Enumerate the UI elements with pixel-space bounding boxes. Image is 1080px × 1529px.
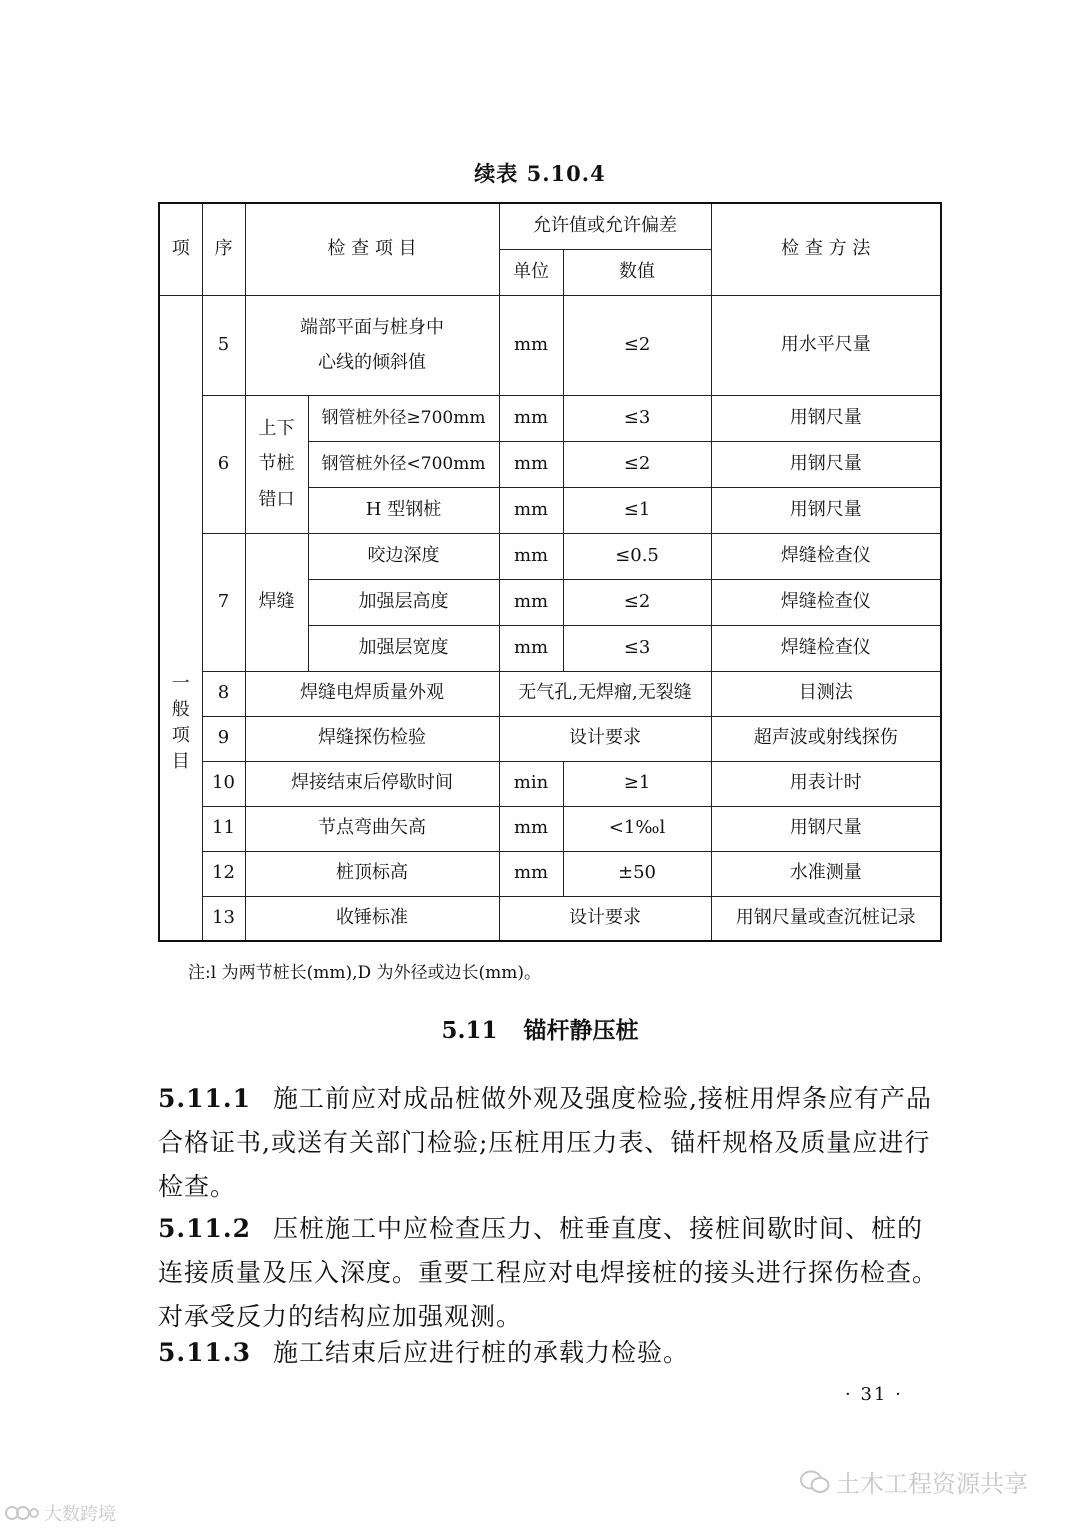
clause-text: 施工前应对成品桩做外观及强度检验,接桩用焊条应有产品合格证书,或送有关部门检验;压桩用压力表、锚杆规格及质量应进行检查。 [158, 1084, 932, 1201]
method-cell: 用钢尺量或查沉桩记录 [711, 896, 941, 941]
item-cell: H 型钢桩 [308, 487, 499, 533]
table-row [159, 533, 941, 579]
clause-number: 5.11.1 [158, 1084, 251, 1113]
header-allowed: 允许值或允许偏差 [499, 203, 711, 249]
allowed-cell: 设计要求 [499, 896, 711, 941]
value-cell: ±50 [563, 851, 711, 896]
header-method: 检 查 方 法 [711, 203, 941, 295]
method-cell: 用钢尺量 [711, 441, 941, 487]
value-cell: ≤2 [563, 579, 711, 625]
item-cell: 钢管桩外径<700mm [308, 441, 499, 487]
unit-cell: mm [499, 579, 563, 625]
value-cell: ≥1 [563, 761, 711, 806]
seq-cell: 11 [202, 806, 245, 851]
seq-cell: 5 [202, 295, 245, 395]
table-note: 注:l 为两节桩长(mm),D 为外径或边长(mm)。 [188, 963, 542, 983]
method-cell: 用表计时 [711, 761, 941, 806]
watermark-right [800, 1464, 1028, 1499]
header-value: 数值 [563, 249, 711, 295]
unit-cell: mm [499, 395, 563, 441]
unit-cell: mm [499, 487, 563, 533]
value-cell: ≤3 [563, 395, 711, 441]
table-row [159, 295, 941, 395]
clause-number: 5.11.2 [158, 1214, 251, 1243]
unit-cell: mm [499, 441, 563, 487]
section-number: 5.11 [441, 1017, 498, 1044]
item-cell: 咬边深度 [308, 533, 499, 579]
group6-label: 上下节桩错口 [258, 418, 295, 510]
seq-cell: 10 [202, 761, 245, 806]
clause-number: 5.11.3 [158, 1338, 251, 1367]
unit-cell: mm [499, 625, 563, 671]
unit-cell: mm [499, 533, 563, 579]
allowed-cell: 设计要求 [499, 716, 711, 761]
method-cell: 用钢尺量 [711, 487, 941, 533]
item-cell: 桩顶标高 [245, 851, 499, 896]
table-title: 续表 5.10.4 [474, 161, 606, 186]
inspection-table [158, 202, 942, 942]
item-cell: 焊缝电焊质量外观 [245, 671, 499, 716]
clause-text: 压桩施工中应检查压力、桩垂直度、接桩间歇时间、桩的连接质量及压入深度。重要工程应对电焊接桩的接头进行探伤检查。对承受反力的结构应加强观测。 [158, 1214, 939, 1331]
method-cell: 目测法 [711, 671, 941, 716]
group-label-cell: 焊缝 [245, 533, 308, 671]
table-row [159, 761, 941, 806]
seq-cell: 6 [202, 395, 245, 533]
item-cell: 加强层宽度 [308, 625, 499, 671]
table-row [159, 851, 941, 896]
watermark-right-text: 土木工程资源共享 [836, 1470, 1028, 1498]
item-cell [245, 295, 499, 395]
item-cell: 钢管桩外径≥700mm [308, 395, 499, 441]
method-cell: 焊缝检查仪 [711, 625, 941, 671]
item-cell: 收锤标准 [245, 896, 499, 941]
clause-paragraph [158, 1331, 948, 1375]
value-cell: ≤1 [563, 487, 711, 533]
value-cell: ≤2 [563, 441, 711, 487]
item-cell: 焊接结束后停歇时间 [245, 761, 499, 806]
header-unit: 单位 [499, 249, 563, 295]
table-row [159, 671, 941, 716]
watermark-left [4, 1500, 116, 1526]
unit-cell: mm [499, 806, 563, 851]
method-cell: 超声波或射线探伤 [711, 716, 941, 761]
unit-cell: min [499, 761, 563, 806]
value-cell: ≤3 [563, 625, 711, 671]
category-cell [159, 295, 202, 941]
seq-cell: 12 [202, 851, 245, 896]
seq-cell: 7 [202, 533, 245, 671]
seq-cell: 13 [202, 896, 245, 941]
method-cell: 焊缝检查仪 [711, 579, 941, 625]
clause-paragraph [158, 1207, 948, 1339]
logo-icon [4, 1503, 40, 1523]
header-seq: 序 [202, 203, 245, 295]
table-row [159, 395, 941, 441]
unit-cell: mm [499, 851, 563, 896]
item-text: 端部平面与桩身中心线的倾斜值 [300, 316, 444, 373]
item-cell: 加强层高度 [308, 579, 499, 625]
method-cell: 焊缝检查仪 [711, 533, 941, 579]
header-item: 检 查 项 目 [245, 203, 499, 295]
clause-paragraph [158, 1077, 948, 1209]
watermark-left-text: 大数跨境 [44, 1504, 116, 1525]
method-cell: 用钢尺量 [711, 395, 941, 441]
table-row [159, 716, 941, 761]
value-cell: ≤2 [563, 295, 711, 395]
table-row [159, 806, 941, 851]
method-cell: 用水平尺量 [711, 295, 941, 395]
table-row [159, 896, 941, 941]
category-label: 一般项目 [171, 672, 190, 772]
method-cell: 用钢尺量 [711, 806, 941, 851]
value-cell: ≤0.5 [563, 533, 711, 579]
page-number: · 31 · [845, 1384, 903, 1405]
section-heading [0, 1012, 1080, 1045]
header-category: 项 [159, 203, 202, 295]
method-cell: 水准测量 [711, 851, 941, 896]
group-label-cell [245, 395, 308, 533]
seq-cell: 8 [202, 671, 245, 716]
item-cell: 节点弯曲矢高 [245, 806, 499, 851]
allowed-cell: 无气孔,无焊瘤,无裂缝 [499, 671, 711, 716]
clause-text: 施工结束后应进行桩的承载力检验。 [273, 1338, 690, 1367]
value-cell: <1‰l [563, 806, 711, 851]
item-cell: 焊缝探伤检验 [245, 716, 499, 761]
wechat-icon [800, 1469, 830, 1495]
section-title: 锚杆静压桩 [523, 1017, 639, 1044]
unit-cell: mm [499, 295, 563, 395]
seq-cell: 9 [202, 716, 245, 761]
